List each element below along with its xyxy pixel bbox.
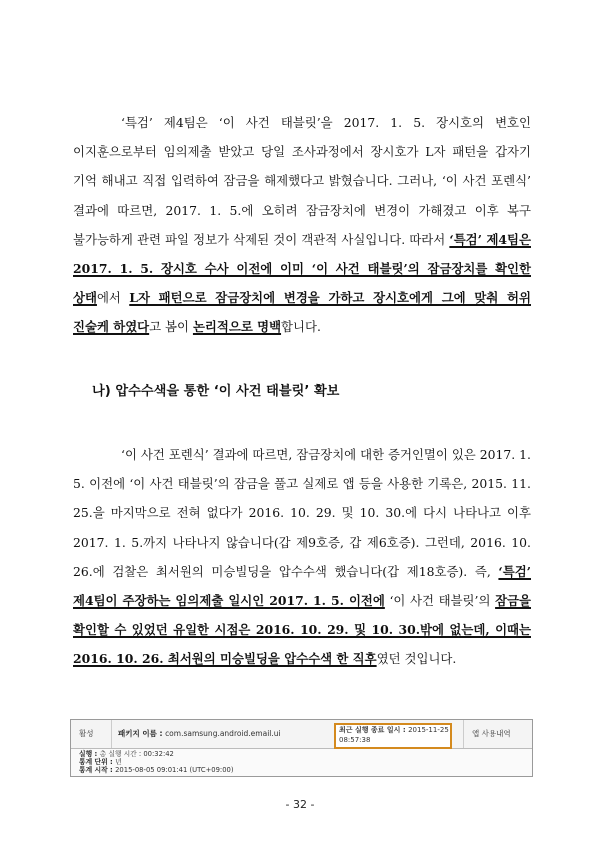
para2-emphasis-1: ‘특검’ 제4팀이 주장하는 임의제출 일시인 2017. 1. 5. 이전에 xyxy=(73,563,531,609)
detail-label: 실행 : xyxy=(79,750,100,758)
para1-emphasis-1: ‘특검’ 제4팀은 2017. 1. 5. 장시호 수사 이전에 이미 ‘이 사건 태블릿’의 잠금장치를 확인한 상태 xyxy=(73,231,531,306)
detail-value: 년 xyxy=(115,758,122,766)
page-number: - 32 - xyxy=(285,798,315,811)
detail-value: 총 실행 시간 : 00:32:42 xyxy=(99,750,174,758)
para1-emphasis-3: 논리적으로 명백 xyxy=(192,319,282,335)
usage-label: 앱 사용내역 xyxy=(463,720,511,748)
para1-emphasis-2: L자 패턴으로 잠금장치에 변경을 가하고 장시호에게 그에 맞춰 허위 진술케 하였다 xyxy=(73,290,531,335)
detail-value: 2015-08-05 09:01:41 (UTC+09:00) xyxy=(115,766,234,774)
para2-text-1: ‘이 사건 포렌식’ 결과에 따르면, 잠금장치에 대한 증거인멸이 있은 2017. 1. 5. 이전에 ‘이 사건 태블릿’의 잠금을 풀고 실제로 앱 등을 사용한 기록은, 2015. 11. 25.을 마지막으로 전혀 없다가 2016. 10. 29. 및 10. 30.에 다시 나타나고 이후 2017. 1. 5.까지 나타나지 않습니다(갑 제9호증, 갑 제6호증). 그런데, 2016. 10. 26.에 검찰은 최서원의 미승빌딩을 압수수색 했습니다(갑 제18호증). 즉, xyxy=(73,447,531,579)
detail-row-start xyxy=(79,766,234,774)
package-name-cell xyxy=(111,720,281,748)
screenshot-detail-rows xyxy=(79,750,234,774)
screenshot-header-row xyxy=(71,720,532,749)
last-run-date: 2015-11-25 xyxy=(408,726,449,734)
para1-text-3: 고 봄이 xyxy=(149,319,193,335)
last-run-time: 08:57:38 xyxy=(339,735,371,744)
package-value: com.samsung.android.email.ui xyxy=(165,729,281,738)
detail-label: 통계 단위 : xyxy=(79,758,116,766)
last-run-label: 최근 실행 종료 일시 : xyxy=(339,726,409,734)
para1-text-1: ‘특검’ 제4팀은 ‘이 사건 태블릿’을 2017. 1. 5. 장시호의 변호인 이지훈으로부터 임의제출 받았고 당일 조사과정에서 장시호가 L자 패턴을 갑자기 기억 해내고 직접 입력하여 잠금을 해제했다고 밝혔습니다. 그러나, ‘이 사건 포렌식’ 결과에 따르면, 2017. 1. 5.에 오히려 잠금장치에 변경이 가해졌고 이후 복구 불가능하게 관련 파일 정보가 삭제된 것이 객관적 사실입니다. 따라서 xyxy=(73,115,531,247)
last-run-highlight xyxy=(334,723,452,749)
section-heading: 나) 압수수색을 통한 ‘이 사건 태블릿’ 확보 xyxy=(92,384,340,399)
para1-text-4: 합니다. xyxy=(281,319,321,335)
paragraph-tablet-submission xyxy=(73,108,531,342)
paragraph-search-seizure xyxy=(73,440,531,674)
para1-text-2: 에서 xyxy=(96,290,130,306)
para2-text-2: ‘이 사건 태블릿’의 xyxy=(384,593,496,609)
status-label: 활성 xyxy=(79,729,94,738)
detail-label: 통계 시작 : xyxy=(79,766,116,774)
para2-text-3: 였던 것입니다. xyxy=(376,651,457,667)
detail-row-runtime xyxy=(79,750,234,758)
detail-row-unit xyxy=(79,758,234,766)
forensic-screenshot xyxy=(70,719,533,777)
package-label: 패키지 이름 : xyxy=(118,729,166,738)
para2-emphasis-2: 잠금을 확인할 수 있었던 유일한 시점은 2016. 10. 29. 및 10. 30.밖에 없는데, 이때는 2016. 10. 26. 최서원의 미승빌딩을 압수수색 한 직후 xyxy=(73,593,531,667)
